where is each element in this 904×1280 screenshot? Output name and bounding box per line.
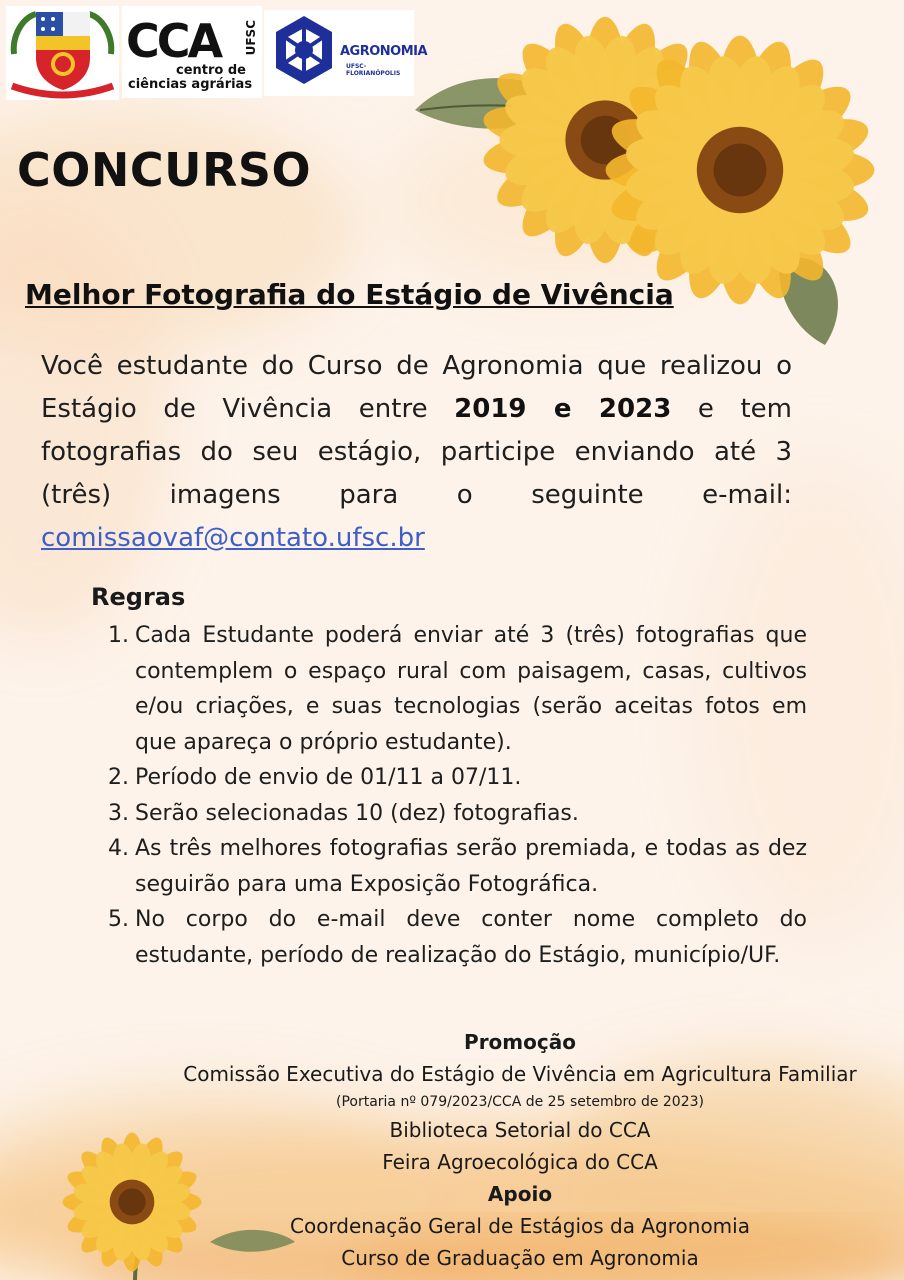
support-line: Coordenação Geral de Estágios da Agronomia — [290, 1214, 750, 1238]
rule-number: 1. — [108, 623, 129, 648]
rules-list — [108, 618, 807, 973]
credits-section — [130, 1026, 904, 1274]
rule-text: No corpo do e-mail deve conter nome completo do estudante, período de realização do Estágio, município/UF. — [135, 907, 807, 968]
cca-logo-text: CCA — [126, 14, 221, 68]
rule-item — [108, 618, 807, 760]
rule-text: Período de envio de 01/11 a 07/11. — [135, 765, 522, 790]
promotion-line: Feira Agroecológica do CCA — [382, 1150, 658, 1174]
rule-number: 4. — [108, 836, 129, 861]
rule-number: 3. — [108, 800, 129, 826]
rule-item — [108, 902, 807, 973]
agronomia-logo-subtitle: UFSC- FLORIANÓPOLIS — [346, 63, 401, 77]
ufsc-crest-logo — [6, 6, 119, 100]
promotion-line: Comissão Executiva do Estágio de Vivência em Agricultura Familiar — [183, 1062, 857, 1086]
cca-logo-ufsc: UFSC — [244, 20, 258, 56]
promotion-line: Biblioteca Setorial do CCA — [389, 1118, 651, 1142]
promotion-heading: Promoção — [464, 1030, 576, 1054]
rule-text: Serão selecionadas 10 (dez) fotografias. — [135, 800, 579, 826]
email-link[interactable]: comissaovaf@contato.ufsc.br — [41, 523, 425, 553]
agronomia-logo-name: AGRONOMIA — [340, 44, 428, 59]
rule-text: Cada Estudante poderá enviar até 3 (três) fotografias que contemplem o espaço rural com paisagem, casas, cultivos e/ou criações, e suas tecnologias (serão aceitas fotos em que apareça o próprio estudante). — [135, 623, 807, 755]
contest-subtitle: Melhor Fotografia do Estágio de Vivência — [25, 278, 674, 311]
intro-paragraph — [41, 345, 792, 560]
cca-logo — [122, 6, 262, 98]
rules-heading: Regras — [91, 583, 186, 611]
promotion-note: (Portaria nº 079/2023/CCA de 25 setembro de 2023) — [335, 1094, 704, 1110]
intro-years: 2019 e 2023 — [454, 394, 672, 424]
agronomia-emblem-icon — [264, 10, 344, 96]
support-heading: Apoio — [487, 1182, 553, 1206]
rule-number: 2. — [108, 765, 129, 790]
intro-text-1: Você estudante do Curso de Agronomia que realizou o Estágio de Vivência entre — [41, 351, 792, 424]
rule-item — [108, 760, 807, 796]
rule-item — [108, 831, 807, 902]
page-title: CONCURSO — [17, 143, 312, 197]
rule-number: 5. — [108, 907, 129, 932]
cca-logo-line1: centro de — [176, 63, 246, 78]
cca-logo-line2: ciências agrárias — [128, 77, 253, 92]
support-line: Curso de Graduação em Agronomia — [341, 1246, 699, 1270]
agronomia-logo — [264, 10, 428, 96]
intro-text-2: e tem fotografias do seu estágio, participe enviando até 3 (três) imagens para o seguinte e-mail: — [41, 394, 793, 510]
rule-text: As três melhores fotografias serão premiada, e todas as dez seguirão para uma Exposição Fotográfica. — [135, 836, 807, 897]
rule-item — [108, 796, 807, 832]
